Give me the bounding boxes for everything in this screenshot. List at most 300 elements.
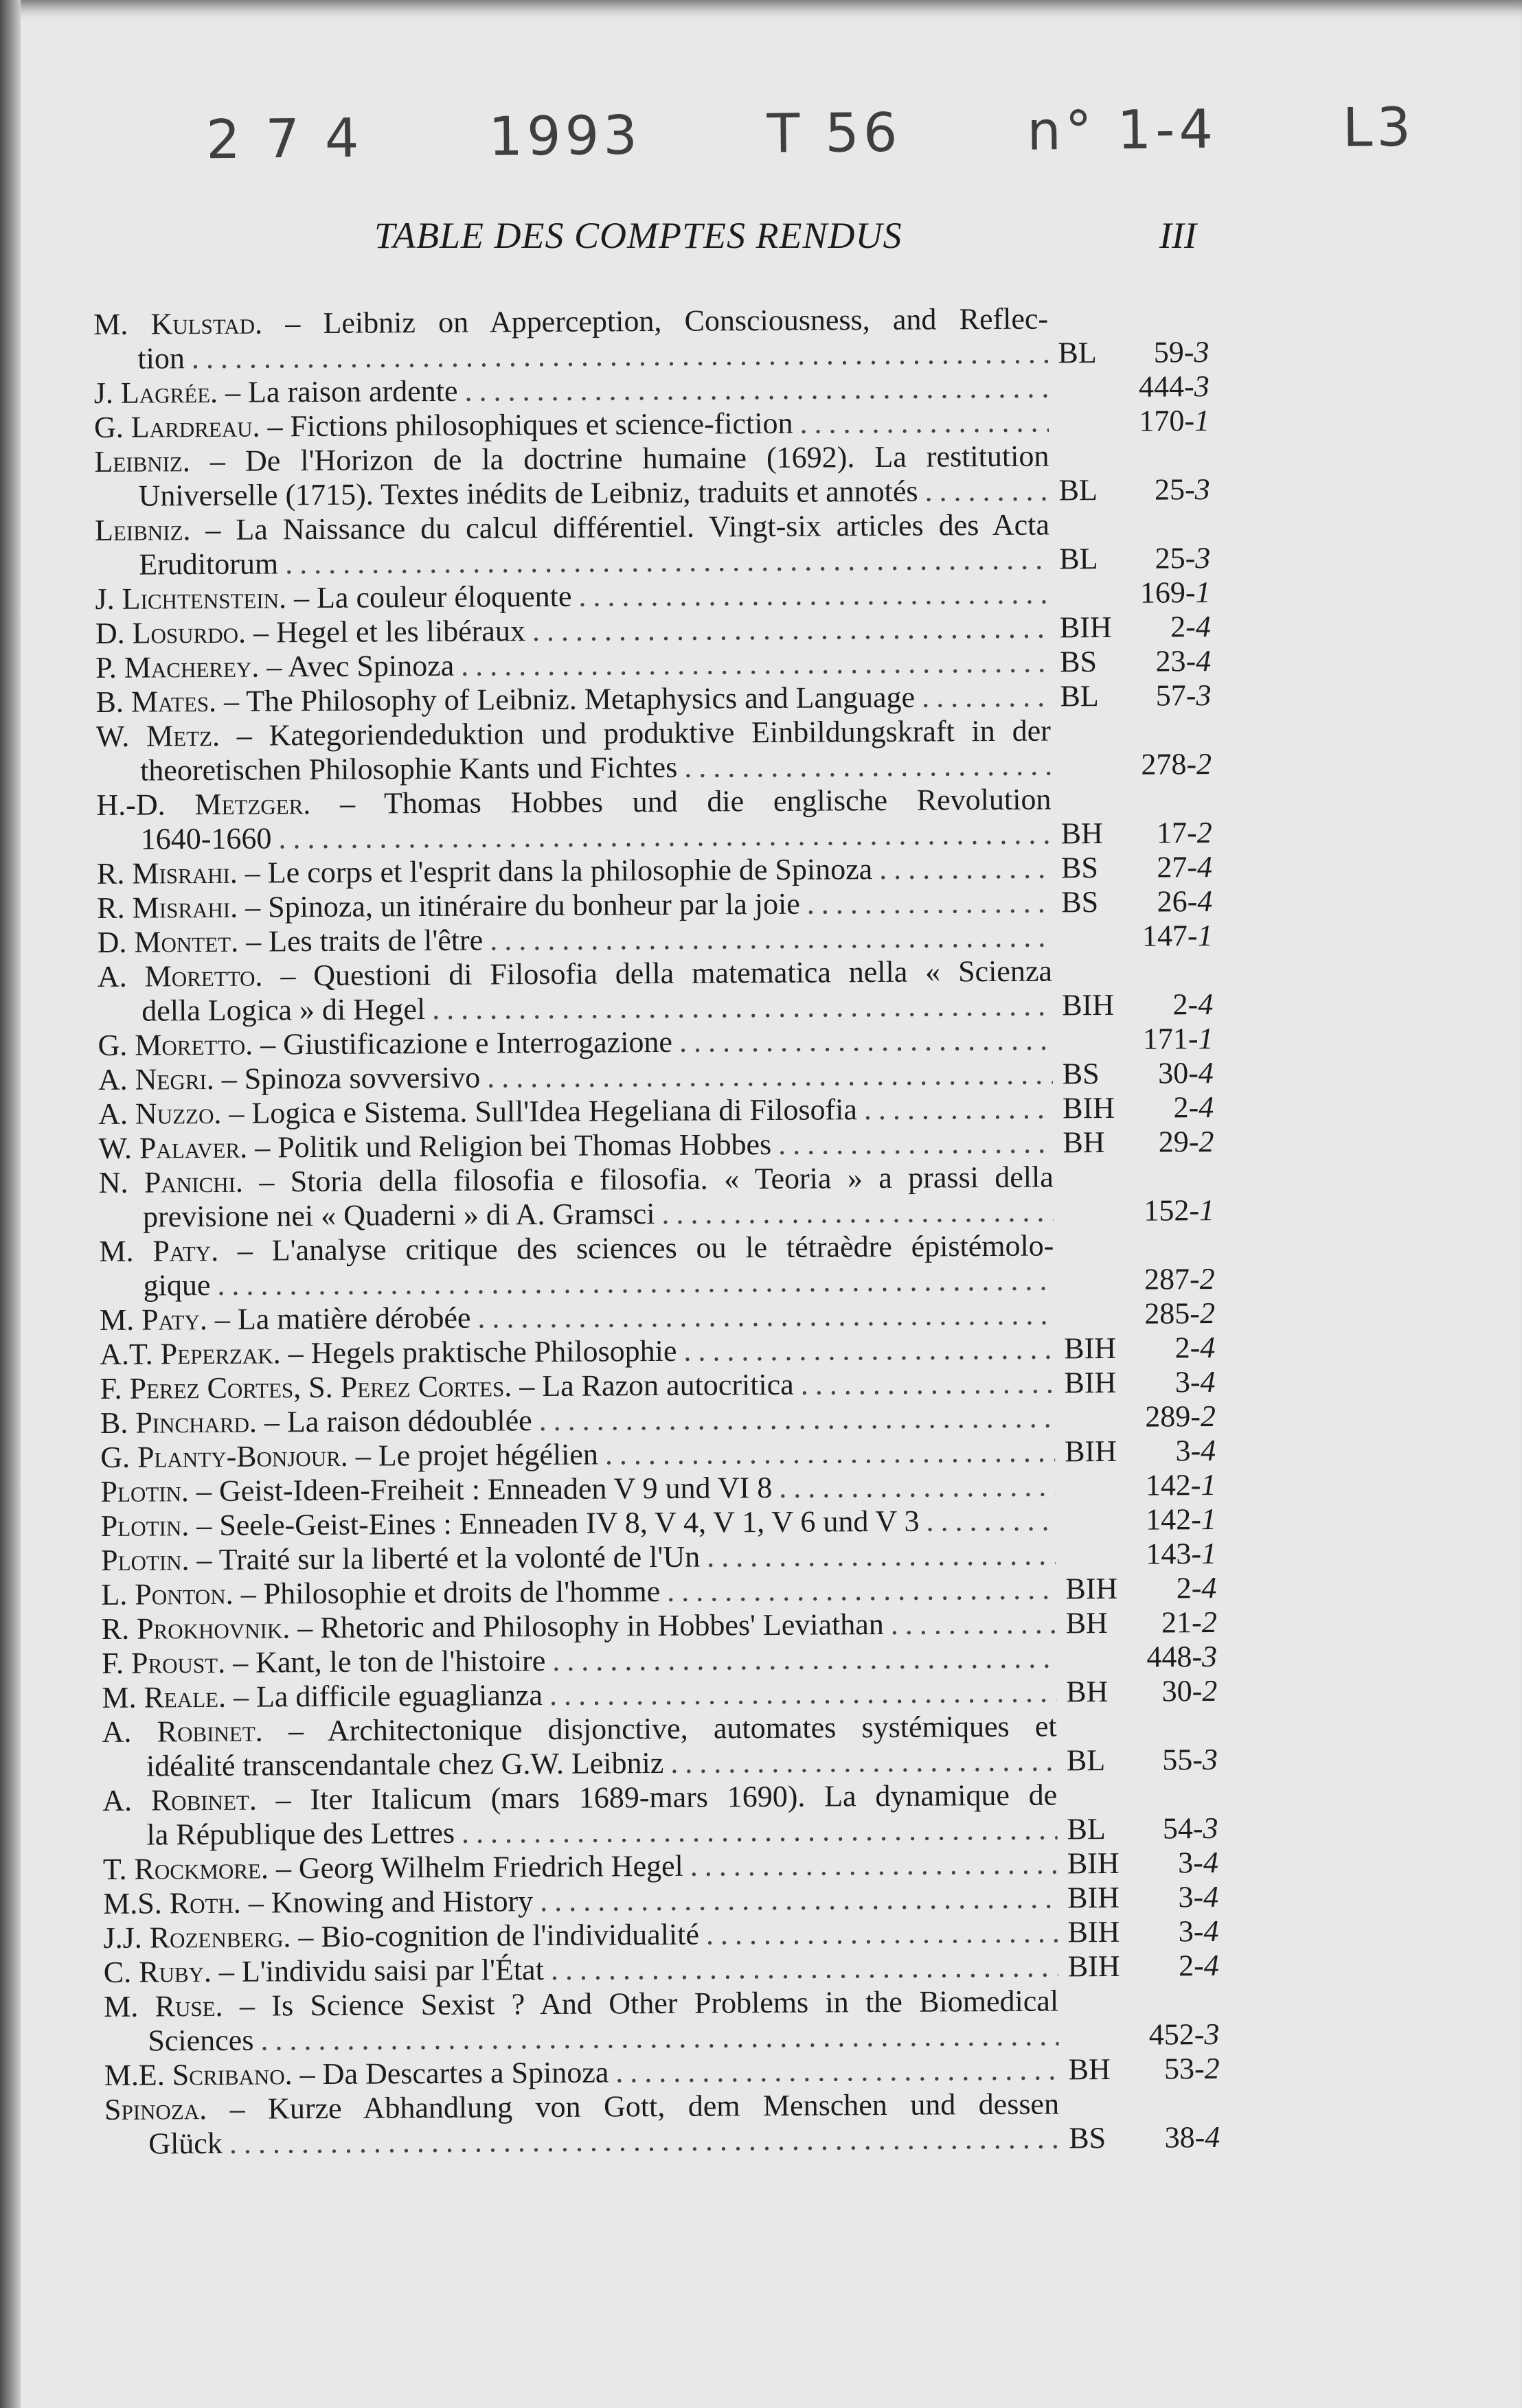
dot-leader (771, 1125, 1054, 1162)
entry-issue: 4 (1196, 850, 1213, 884)
entry-reference (1063, 1090, 1214, 1125)
dot-leader (655, 1194, 1054, 1231)
entry-reference (1058, 369, 1209, 404)
entry-page: 285- (1144, 1296, 1201, 1331)
dot-leader (672, 1022, 1053, 1059)
entry-title-line: – Kurze Abhandlung von Gott, dem Menschen und dessen (229, 2087, 1060, 2126)
entry-issue: 4 (1200, 1331, 1216, 1365)
entry-reference (1067, 1880, 1218, 1915)
entry-page-ref (1120, 1399, 1216, 1434)
dot-leader (919, 1503, 1056, 1538)
dot-leader (544, 1949, 1058, 1987)
entry-page: 169- (1139, 575, 1196, 610)
entry-page: 21- (1161, 1605, 1202, 1640)
dot-leader (609, 2052, 1059, 2089)
entry-page-ref (1113, 369, 1209, 404)
entry-reference (1065, 1399, 1216, 1434)
dot-leader (543, 1675, 1057, 1712)
dot-leader (794, 1366, 1055, 1401)
entry-issue: 1 (1201, 1502, 1216, 1537)
index-entry (95, 678, 1271, 720)
entry-text (102, 1675, 1056, 1715)
entry-journal: BH (1066, 1675, 1109, 1709)
entry-text (99, 1228, 1054, 1303)
entry-page-ref (1119, 1365, 1215, 1400)
handwritten-mark: 1993 (488, 104, 642, 168)
entry-issue: 3 (1194, 369, 1209, 404)
entry-author: C. Ruby. (103, 1954, 212, 1989)
entry-page: 3- (1174, 1365, 1201, 1399)
entry-issue: 2 (1202, 1674, 1218, 1708)
index-entry (95, 507, 1271, 582)
entry-author: R. Misrahi. (96, 856, 238, 891)
entry-reference (1065, 1434, 1216, 1469)
entry-page-ref (1116, 919, 1212, 954)
entry-issue: 3 (1194, 472, 1210, 507)
entry-reference (1060, 747, 1212, 782)
entry-title: – La raison dédoublée (264, 1403, 532, 1439)
entry-journal: BS (1062, 1057, 1100, 1091)
entry-page-ref (1122, 1811, 1218, 1846)
dot-leader (884, 1606, 1056, 1642)
entry-page-ref (1117, 1090, 1214, 1125)
entry-page-ref (1119, 1296, 1215, 1331)
entry-issue: 4 (1200, 1365, 1216, 1399)
entry-page: 170- (1139, 404, 1195, 438)
entry-page: 152- (1144, 1193, 1200, 1228)
entry-author: A. Robinet. (102, 1714, 263, 1749)
entry-reference (1067, 1743, 1218, 1778)
entry-title: – Le projet hégélien (355, 1437, 599, 1473)
handwritten-shelfmark (206, 97, 1416, 171)
entry-title-continuation: gique (143, 1268, 211, 1303)
dot-leader (525, 611, 1050, 649)
entry-page: 26- (1157, 884, 1198, 919)
entry-title-line: – Storia della filosofia e filosofia. « Teoria » a prassi della (259, 1160, 1054, 1199)
entry-text (100, 1400, 1055, 1440)
entry-author: L. Ponton. (101, 1576, 234, 1612)
entry-journal: BS (1060, 645, 1098, 679)
dot-leader (210, 1263, 1054, 1303)
index-entry (98, 953, 1274, 1029)
entry-page: 30- (1158, 1056, 1199, 1090)
entry-issue: 4 (1201, 1434, 1216, 1468)
entry-author: M. Kulstad. (93, 306, 263, 341)
entry-reference (1066, 1674, 1217, 1709)
dot-leader (480, 1057, 1053, 1094)
dot-leader (663, 1743, 1057, 1780)
entry-issue: 2 (1196, 816, 1212, 850)
entry-text (94, 439, 1049, 514)
entry-text (97, 851, 1052, 891)
entry-page: 3- (1175, 1434, 1201, 1468)
index-entry (98, 1125, 1274, 1166)
entry-author: M. Paty. (99, 1303, 208, 1337)
entry-reference (1064, 1331, 1215, 1366)
entry-title-continuation: Eruditorum (139, 547, 279, 582)
entry-text (95, 508, 1050, 582)
entry-text (103, 1846, 1058, 1886)
entry-page: 171- (1142, 1022, 1199, 1056)
entry-title: – Geist-Ideen-Freiheit : Enneaden V 9 und VI 8 (196, 1470, 773, 1509)
index-entry (96, 781, 1273, 857)
entry-text (104, 1949, 1058, 1989)
entry-author: A. Negri. (98, 1062, 214, 1097)
entry-issue: 4 (1203, 1846, 1219, 1880)
entry-journal: BIH (1067, 1949, 1120, 1984)
entry-title: – Philosophie et droits de l'homme (240, 1574, 661, 1611)
entry-author: M. Reale. (102, 1679, 227, 1715)
entry-page-ref (1120, 1502, 1216, 1537)
entry-title: – The Philosophy of Leibniz. Metaphysics and Language (223, 680, 916, 718)
entry-title-line: – Architectonique disjonctive, automates systémiques et (288, 1709, 1057, 1748)
index-entry (96, 713, 1273, 788)
entry-title: – Da Descartes a Spinoza (299, 2055, 609, 2091)
entry-author: M.S. Roth. (103, 1885, 242, 1920)
handwritten-mark: L3 (1342, 96, 1416, 159)
entry-title: – L'individu saisi par l'État (218, 1953, 545, 1988)
entry-issue: 1 (1201, 1537, 1217, 1571)
entry-text (95, 611, 1050, 651)
dot-leader (455, 1812, 1058, 1850)
entry-journal: BH (1068, 2052, 1111, 2087)
entry-title-continuation: previsione nei « Quaderni » di A. Gramsci (142, 1197, 655, 1234)
entry-page: 54- (1162, 1811, 1203, 1846)
entry-title-line: – Kategoriendeduktion und produktive Einbildungskraft in der (236, 713, 1051, 753)
dot-leader (457, 371, 1049, 409)
entry-reference (1061, 919, 1212, 954)
entry-journal: BH (1060, 816, 1103, 851)
entry-page-ref (1120, 1537, 1216, 1572)
entry-title: – Kant, le ton de l'histoire (232, 1644, 546, 1679)
entry-page: 289- (1145, 1399, 1201, 1434)
entry-author: F. Perez Cortes, S. Perez Cortes. (100, 1369, 512, 1406)
dot-leader (677, 748, 1051, 784)
entry-text (94, 371, 1049, 411)
entry-author: Leibniz. (94, 444, 190, 479)
entry-page-ref (1120, 1434, 1216, 1469)
entry-reference (1062, 987, 1213, 1022)
entry-issue: 2 (1199, 1296, 1216, 1331)
entry-reference (1065, 1571, 1216, 1606)
entry-page-ref (1124, 2052, 1220, 2087)
entry-page-ref (1124, 2120, 1220, 2155)
entry-title-continuation: idéalité transcendantale chez G.W. Leibniz (146, 1745, 664, 1783)
index-entry (104, 1948, 1280, 1989)
entry-journal: BL (1067, 1812, 1106, 1846)
entry-text (102, 1778, 1058, 1852)
entry-page-ref (1121, 1605, 1217, 1640)
entry-text (100, 1469, 1055, 1509)
entry-issue: 4 (1195, 610, 1212, 644)
entry-author: J. Lichtenstein. (95, 581, 287, 616)
entry-author: J.J. Rozenberg. (103, 1920, 291, 1955)
dot-leader (918, 474, 1049, 509)
entry-journal: BH (1063, 1125, 1105, 1160)
entry-title: – Giustificazione e Interrogazione (260, 1024, 673, 1062)
entry-page: 287- (1144, 1262, 1200, 1296)
entry-page-ref (1118, 1193, 1214, 1228)
entry-author: G. Planty-Bonjour. (100, 1438, 348, 1474)
dot-leader (271, 816, 1052, 856)
entry-text (95, 645, 1050, 685)
index-entry (104, 2051, 1280, 2092)
entry-page-ref (1116, 816, 1212, 851)
dot-leader (253, 2018, 1058, 2057)
entry-journal: BIH (1065, 1571, 1118, 1606)
index-entry (93, 301, 1270, 376)
entry-text (93, 302, 1049, 376)
entry-issue: 3 (1201, 1640, 1218, 1674)
entry-page-ref (1117, 987, 1213, 1022)
entry-text (102, 1640, 1056, 1680)
entry-reference (1061, 884, 1212, 919)
entry-reference (1059, 541, 1210, 576)
entry-author: J. Lagrée. (93, 375, 218, 410)
entry-issue: 4 (1205, 2120, 1220, 2155)
entry-reference (1065, 1502, 1216, 1537)
entry-page: 3- (1178, 1880, 1204, 1914)
entry-title: – La raison ardente (225, 374, 458, 409)
entry-title: – Rhetoric and Philosophy in Hobbes' Leviathan (297, 1607, 884, 1645)
entry-author: G. Moretto. (98, 1027, 253, 1062)
entry-page: 278- (1141, 747, 1197, 781)
entry-issue: 3 (1203, 1811, 1218, 1846)
index-entry (102, 1708, 1279, 1784)
entry-author: Spinoza. (104, 2092, 207, 2126)
entry-page-ref (1114, 541, 1210, 576)
entry-reference (1063, 1056, 1214, 1091)
dot-leader (278, 542, 1049, 582)
entry-title: – Politik und Religion bei Thomas Hobbes (255, 1127, 772, 1165)
entry-page: 448- (1146, 1640, 1203, 1674)
entry-title: – Fictions philosophiques et science-fiction (267, 406, 793, 444)
entry-author: A. Moretto. (97, 959, 263, 994)
entry-page-ref (1115, 747, 1212, 782)
entry-issue: 1 (1198, 1022, 1214, 1056)
entry-author: T. Rockmore. (102, 1851, 269, 1886)
entry-text (103, 1915, 1058, 1955)
entry-journal: BIH (1062, 987, 1115, 1022)
entry-page-ref (1117, 1125, 1214, 1160)
entry-page: 3- (1178, 1914, 1204, 1949)
entry-author: D. Montet. (97, 924, 239, 959)
entry-reference (1059, 472, 1210, 507)
dot-leader (532, 1400, 1055, 1438)
entry-page: 444- (1138, 369, 1194, 404)
entry-text (98, 954, 1053, 1028)
entry-text (96, 782, 1052, 856)
index-entry (102, 1674, 1277, 1715)
entry-page: 2- (1172, 987, 1199, 1022)
review-index-list (93, 301, 1280, 2162)
dot-leader (857, 1091, 1054, 1127)
entry-author: G. Lardreau. (93, 409, 260, 444)
entry-reference (1059, 575, 1210, 610)
entry-page: 17- (1156, 816, 1197, 850)
entry-text (99, 1160, 1054, 1234)
dot-leader (223, 2121, 1060, 2160)
entry-title-continuation: theoretischen Philosophie Kants und Fichtes (139, 750, 678, 788)
entry-author: B. Mates. (95, 684, 217, 719)
entry-title: – La matière dérobée (214, 1300, 471, 1336)
entry-issue: 4 (1196, 644, 1212, 678)
entry-page: 55- (1162, 1743, 1203, 1777)
entry-text (101, 1503, 1056, 1543)
entry-journal: BL (1059, 542, 1098, 576)
entry-page: 38- (1164, 2120, 1205, 2155)
entry-title: – Spinoza sovversivo (221, 1060, 481, 1096)
entry-issue: 4 (1201, 1571, 1217, 1605)
entry-title: – Le corps et l'esprit dans la philosophie de Spinoza (245, 852, 873, 890)
entry-journal: BL (1066, 1743, 1106, 1778)
entry-text (96, 713, 1052, 788)
entry-title: – La difficile eguaglianza (233, 1678, 543, 1714)
entry-title: – Hegels praktische Philosophie (288, 1333, 677, 1371)
entry-page: 59- (1153, 335, 1194, 369)
dot-leader (454, 645, 1050, 683)
entry-page-ref (1121, 1640, 1217, 1675)
entry-issue: 2 (1196, 747, 1212, 781)
dot-leader (677, 1331, 1054, 1368)
index-entry (97, 919, 1273, 960)
index-entry (99, 1159, 1275, 1235)
entry-issue: 3 (1196, 678, 1212, 713)
entry-text (95, 679, 1050, 719)
entry-journal: BIH (1064, 1365, 1117, 1400)
entry-title: – Avec Spinoza (266, 648, 455, 684)
entry-issue: 2 (1201, 1605, 1217, 1640)
entry-title-line: – Questioni di Filosofia della matematica nella « Scienza (280, 954, 1053, 993)
entry-title: – Les traits de l'être (245, 923, 484, 959)
entry-page-ref (1121, 1674, 1217, 1709)
dot-leader (772, 1469, 1056, 1505)
entry-page: 142- (1146, 1502, 1201, 1537)
entry-text (100, 1331, 1054, 1371)
entry-text (102, 1709, 1058, 1783)
entry-text (98, 1091, 1053, 1131)
entry-title-continuation: la République des Lettres (146, 1815, 455, 1852)
entry-journal: BS (1069, 2121, 1106, 2155)
entry-page: 29- (1158, 1125, 1199, 1159)
entry-page: 25- (1154, 472, 1195, 507)
entry-title-continuation: Sciences (148, 2023, 254, 2058)
entry-reference (1061, 816, 1212, 851)
entry-issue: 4 (1197, 884, 1213, 919)
index-entry (99, 1228, 1275, 1303)
entry-author: M.E. Scribano. (104, 2057, 293, 2092)
entry-text (94, 405, 1049, 445)
entry-reference (1064, 1296, 1215, 1331)
dot-leader (185, 336, 1049, 376)
entry-reference (1065, 1537, 1216, 1572)
entry-author: A. Robinet. (102, 1782, 258, 1818)
dot-leader (915, 679, 1051, 714)
entry-issue: 2 (1199, 1262, 1215, 1296)
entry-issue: 4 (1203, 1914, 1219, 1949)
entry-page-ref (1113, 335, 1209, 370)
dot-leader (699, 1915, 1058, 1951)
entry-title: – Bio-cognition de l'individualité (298, 1917, 700, 1954)
entry-title: – Knowing and History (248, 1884, 534, 1920)
entry-title: – Spinoza, un itinéraire du bonheur par la joie (245, 886, 800, 924)
book-spine-shadow (0, 0, 21, 2408)
entry-issue: 3 (1204, 2017, 1220, 2052)
page-title: TABLE DES COMPTES RENDUS (374, 215, 902, 256)
dot-leader (470, 1297, 1054, 1335)
entry-text (104, 1984, 1059, 2058)
entry-page: 143- (1146, 1537, 1202, 1571)
entry-issue: 1 (1199, 1193, 1215, 1228)
entry-page-ref (1117, 1022, 1213, 1057)
entry-text (102, 1606, 1056, 1646)
entry-page: 2- (1176, 1571, 1202, 1605)
entry-journal: BIH (1067, 1880, 1120, 1915)
entry-text (100, 1366, 1054, 1406)
entry-text (97, 919, 1052, 959)
entry-page: 25- (1155, 541, 1196, 575)
entry-page: 30- (1161, 1674, 1203, 1708)
entry-reference (1066, 1640, 1217, 1675)
entry-title-line: – De l'Horizon de la doctrine humaine (1692). La restitution (209, 439, 1049, 478)
entry-author: N. Panichi. (98, 1165, 244, 1200)
entry-title-line: – Thomas Hobbes und die englische Revolution (339, 782, 1052, 821)
dot-leader (683, 1846, 1058, 1883)
entry-reference (1067, 1914, 1218, 1949)
entry-reference (1058, 335, 1209, 370)
entry-page: 452- (1148, 2017, 1205, 2052)
entry-title-line: – L'analyse critique des sciences ou le tétraèdre épistémolo- (237, 1228, 1054, 1268)
entry-reference (1064, 1262, 1215, 1297)
entry-author: A.T. Peperzak. (100, 1336, 281, 1371)
entry-page-ref (1120, 1468, 1216, 1503)
entry-author: F. Proust. (101, 1645, 226, 1680)
entry-title: – Traité sur la liberté et la volonté de l'Un (196, 1539, 701, 1577)
entry-reference (1068, 1949, 1219, 1984)
handwritten-mark: n° 1-4 (1026, 98, 1218, 163)
entry-text (100, 1297, 1054, 1337)
index-entry (104, 2085, 1281, 2161)
entry-text (98, 1057, 1053, 1097)
entry-title: – Logica e Sistema. Sull'Idea Hegeliana di Filosofia (229, 1092, 858, 1130)
entry-title-line: – La Naissance du calcul différentiel. Vingt-six articles des Acta (205, 507, 1050, 547)
entry-author: D. Losurdo. (95, 615, 247, 650)
entry-page: 147- (1142, 919, 1198, 953)
entry-text (100, 1434, 1055, 1474)
dot-leader (545, 1640, 1056, 1678)
entry-author: Plotin. (100, 1543, 190, 1577)
entry-issue: 2 (1200, 1399, 1216, 1434)
entry-page-ref (1122, 1743, 1218, 1778)
entry-issue: 2 (1204, 2052, 1220, 2086)
entry-title-continuation: tion (137, 341, 185, 376)
entry-author: R. Misrahi. (97, 890, 238, 925)
entry-title-line: – Is Science Sexist ? And Other Problems in the Biomedical (239, 1984, 1059, 2023)
entry-journal: BH (1065, 1606, 1109, 1640)
dot-leader (483, 919, 1052, 957)
entry-page-ref (1119, 1262, 1215, 1297)
index-entry (94, 404, 1270, 445)
entry-title: – Seele-Geist-Eines : Enneaden IV 8, V 4, V 1, V 6 und V 3 (196, 1504, 920, 1543)
dot-leader (660, 1572, 1056, 1609)
entry-page: 2- (1174, 1331, 1201, 1365)
entry-reference (1065, 1468, 1216, 1503)
entry-page: 3- (1178, 1846, 1204, 1880)
entry-issue: 1 (1194, 404, 1210, 438)
dot-leader (598, 1434, 1056, 1471)
entry-reference (1058, 404, 1209, 439)
entry-text (98, 1125, 1053, 1165)
